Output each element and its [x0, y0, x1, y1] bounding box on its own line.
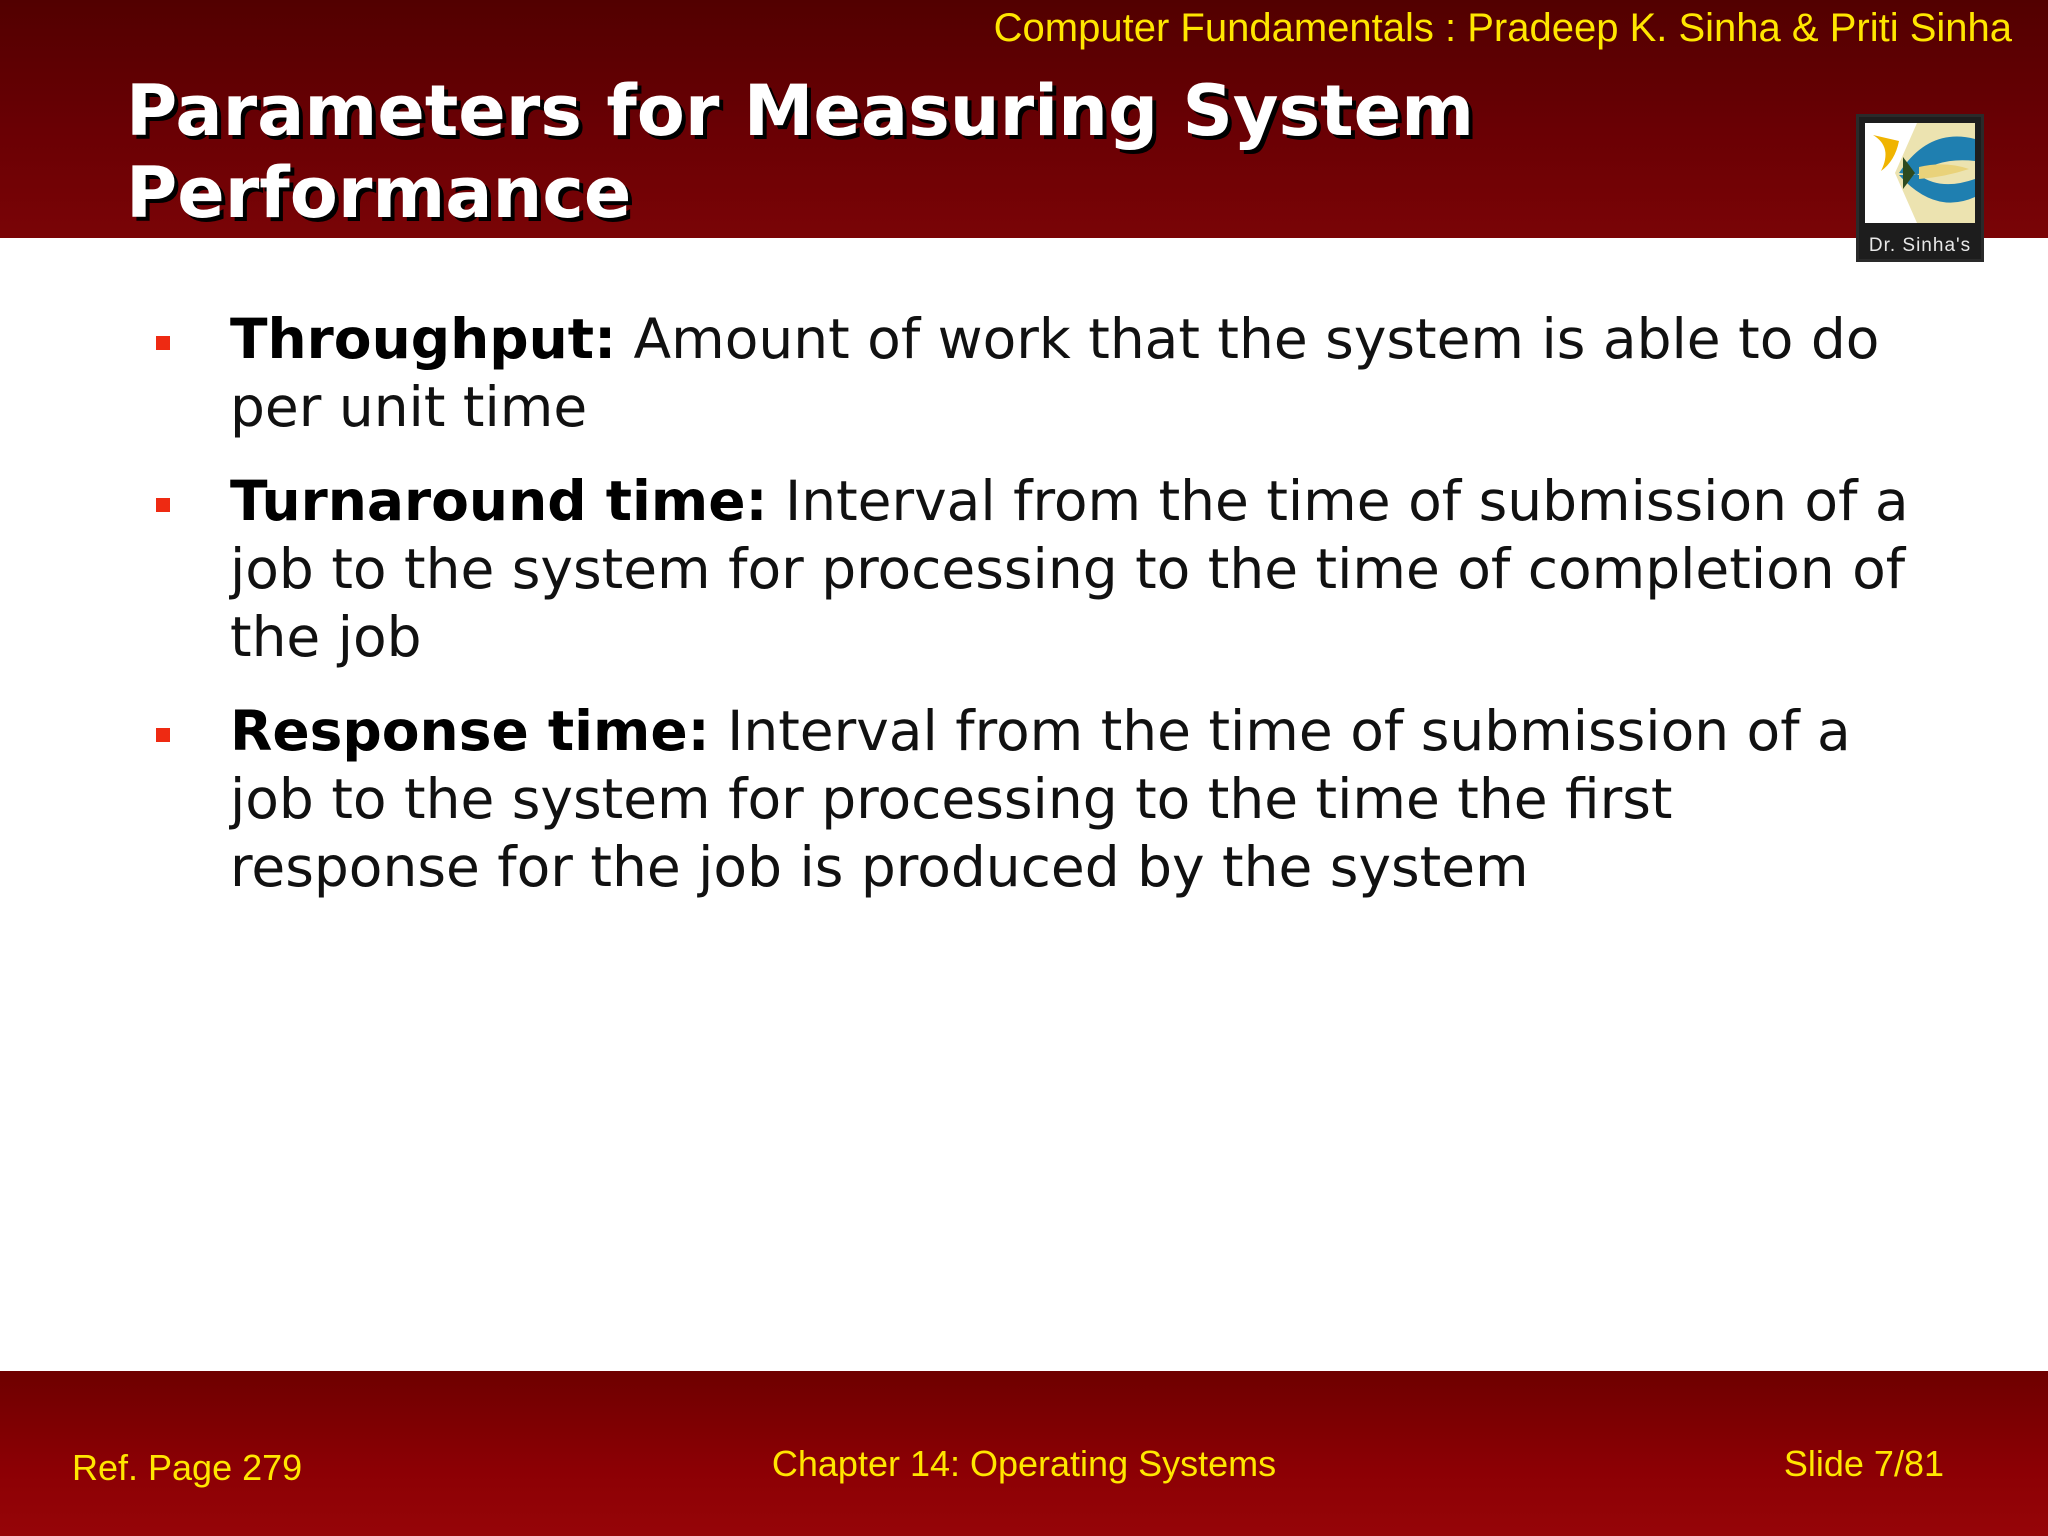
slide-title-line-2: Performance: [126, 152, 632, 234]
reference-page: Ref. Page 279: [72, 1447, 303, 1488]
slide-title: [126, 70, 1626, 234]
bullet-square-icon: [156, 728, 170, 742]
bullet-list: [150, 305, 1930, 927]
logo-caption: Dr. Sinha's: [1868, 235, 1972, 256]
bullet-term: Response time:: [230, 699, 710, 763]
author-logo: [1856, 114, 1984, 262]
logo-emblem-icon: [1859, 117, 1981, 229]
bullet-square-icon: [156, 498, 170, 512]
slide-number: Slide 7/81: [1783, 1443, 1944, 1484]
slide-footer: [0, 1371, 2048, 1536]
bullet-description: Interval from the time of submission of a job to the system for processing to the time the first response for the job is produced by the system: [230, 699, 1851, 899]
bullet-turnaround-time: [150, 467, 1930, 671]
bullet-term: Turnaround time:: [230, 469, 768, 533]
slide-title-line-1: Parameters for Measuring System: [126, 70, 1475, 152]
bullet-description: Interval from the time of submission of a job to the system for processing to the time of completion of the job: [230, 469, 1909, 669]
bullet-description: Amount of work that the system is able to do per unit time: [230, 307, 1880, 439]
chapter-title: Chapter 14: Operating Systems: [771, 1443, 1277, 1484]
slide-header: [0, 0, 2048, 238]
bullet-response-time: [150, 697, 1930, 901]
bullet-term: Throughput:: [230, 307, 617, 371]
book-credit: Computer Fundamentals : Pradeep K. Sinha & Priti Sinha: [993, 6, 2012, 50]
bullet-throughput: [150, 305, 1930, 441]
bullet-square-icon: [156, 336, 170, 350]
